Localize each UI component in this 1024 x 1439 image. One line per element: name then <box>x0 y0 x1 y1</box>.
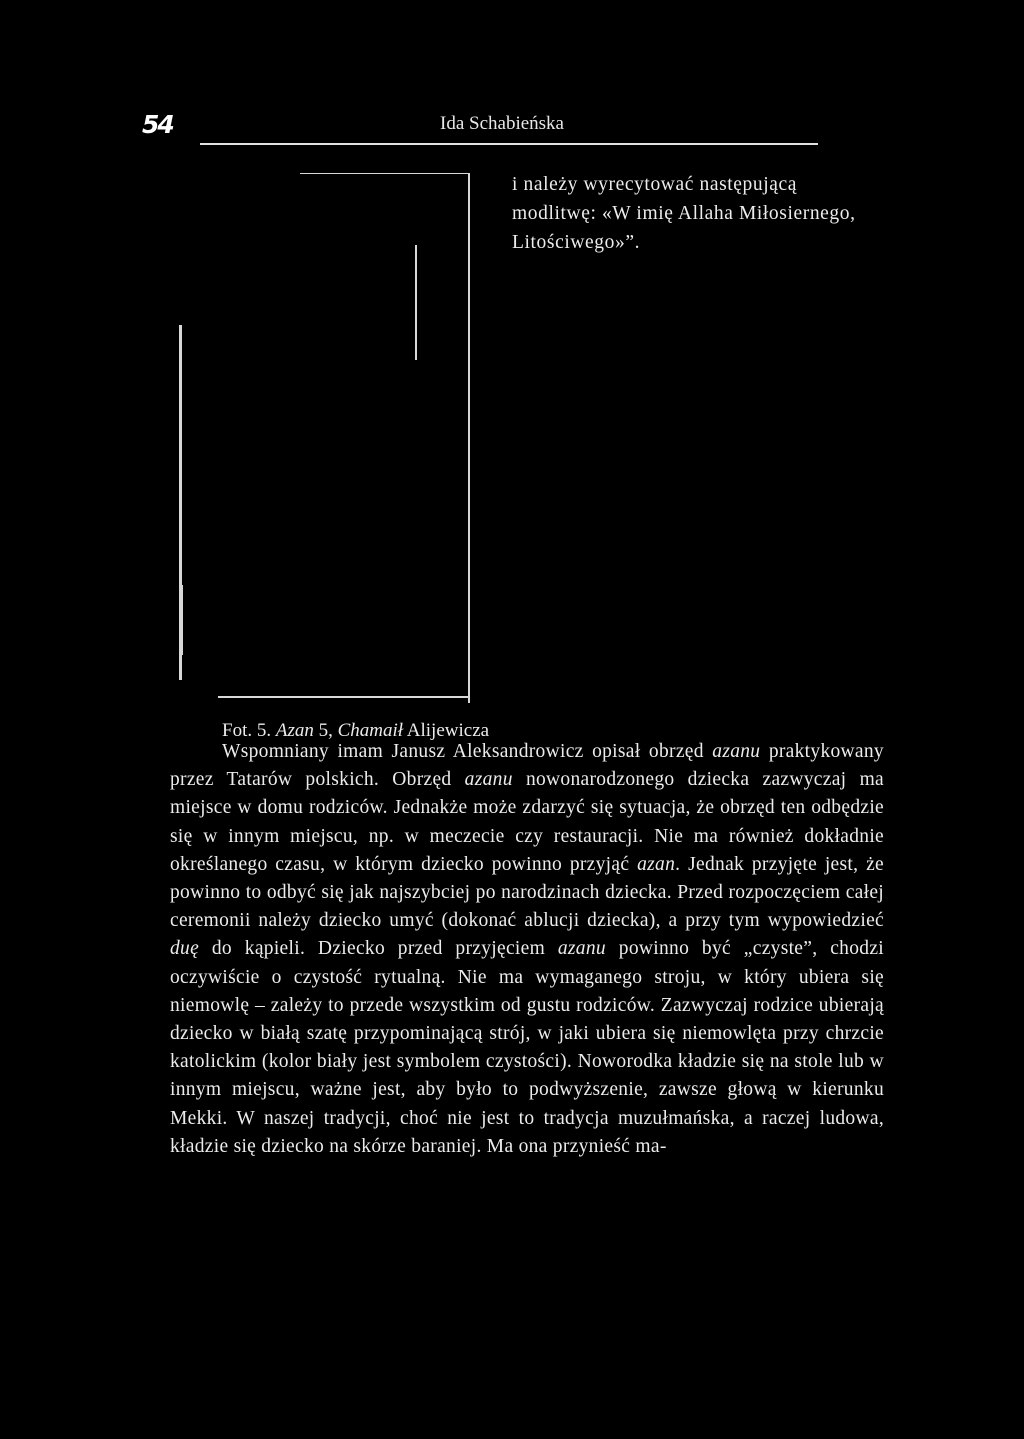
italic-term: azanu <box>712 741 761 762</box>
text-run: . Jednak przyjęte jest, że powinno to odbyć się jak najszybciej po narodzinach dziecka. Przed rozpoczęciem całej ceremonii należy dziecko umyć (dokonać ablucji dziecka), a przy tym wypowiedzieć <box>170 853 884 932</box>
page-number: 54 <box>142 110 173 139</box>
prayer-text: i należy wyrecytować następującą modlitwę: «W imię Allaha Miłosiernego, Litościwego»”. <box>512 174 856 253</box>
caption-title: Azan <box>275 720 314 741</box>
body-paragraph <box>170 738 884 1161</box>
header-rule <box>200 143 818 145</box>
text-run: nowonarodzonego dziecka zazwyczaj ma miejsce w domu rodziców. Jednakże może zdarzyć się sytuacja, że obrzęd ten odbędzie się w innym miejscu, np. w meczecie czy restauracji. Nie ma również dokładnie określanego czasu, w którym dziecko powinno przyjąć <box>170 769 884 875</box>
caption-number: 5, <box>313 720 338 741</box>
body-text <box>170 738 884 1161</box>
frame-inner-mark <box>415 245 417 360</box>
caption-suffix: Alijewicza <box>403 720 490 741</box>
text-run: powinno być „czyste”, chodzi oczywiście o czystość rytualną. Nie ma wymaganego stroju, w który ubiera się niemowlę – zależy to przede wszystkim od gustu rodziców. Zazwyczaj rodzice ubierają dziecko w białą szatę przypominającą strój, w jaki ubiera się niemowlęta przy chrzcie katolickim (kolor biały jest symbolem czystości). Noworodka kładzie się na stole lub w innym miejscu, ważne jest, aby było to podwyższenie, zawsze głową w kierunku Mekki. W naszej tradycji, choć nie jest to tradycja muzułmańska, a raczej ludowa, kładzie się dziecko na skórze baraniej. Ma ona przynieść ma- <box>170 938 884 1157</box>
italic-term: duę <box>170 938 200 960</box>
text-run: do kąpieli. Dziecko przed przyjęciem <box>199 938 558 960</box>
frame-right-edge <box>468 173 470 703</box>
text-run: praktykowany przez Tatarów polskich. Obrzęd <box>170 741 884 791</box>
text-run: Wspomniany imam Janusz Aleksandrowicz opisał obrzęd <box>222 741 713 762</box>
frame-top-edge <box>300 173 470 174</box>
italic-term: azan <box>637 853 676 875</box>
frame-bottom-edge <box>218 696 470 698</box>
photo-frame <box>170 170 475 705</box>
caption-prefix: Fot. 5. <box>222 720 276 741</box>
caption-source: Chamaił <box>337 720 404 741</box>
italic-term: azanu <box>464 769 513 791</box>
frame-left-edge-lower <box>182 585 183 655</box>
italic-term: azanu <box>557 938 606 960</box>
running-head-author: Ida Schabieńska <box>440 113 564 134</box>
